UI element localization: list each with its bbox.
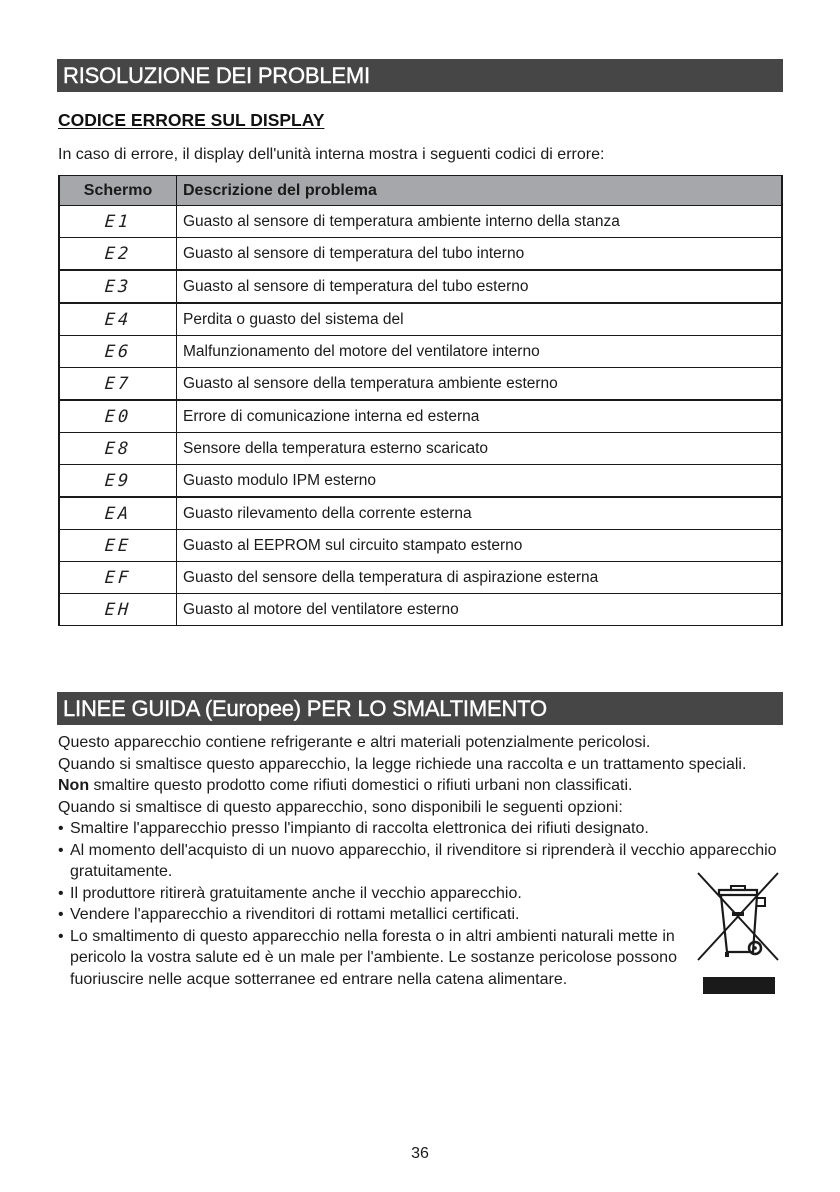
- table-row: [59, 238, 782, 271]
- disposal-paragraph: Quando si smaltisce questo apparecchio, la legge richiede una raccolta e un trattamento speciali.: [58, 755, 747, 773]
- column-header-screen: Schermo: [59, 176, 177, 206]
- table-row: [59, 562, 782, 594]
- error-code: E8: [58, 433, 178, 465]
- table-row: [59, 400, 782, 433]
- list-item: • Lo smaltimento di questo apparecchio nella foresta o in altri ambienti naturali mette in pericolo la vostra salute ed è un male per l'ambiente. Le sostanze pericolose possono fuoriuscire nelle acque sotterranee ed entrare nella catena alimentare.: [58, 926, 685, 991]
- error-code-intro: In caso di errore, il display dell'unità interna mostra i seguenti codici di errore:: [58, 146, 605, 163]
- table-row: [59, 206, 782, 238]
- error-description: Guasto al motore del ventilatore esterno: [177, 594, 783, 626]
- error-description: Sensore della temperatura esterno scaricato: [177, 433, 783, 465]
- disposal-body: [58, 732, 788, 990]
- error-code: EE: [58, 530, 178, 562]
- troubleshooting-section-title: RISOLUZIONE DEI PROBLEMI: [57, 59, 783, 92]
- error-code: E1: [58, 206, 178, 238]
- list-item: • Smaltire l'apparecchio presso l'impianto di raccolta elettronica dei rifiuti designato.: [58, 818, 788, 840]
- error-description: Guasto al EEPROM sul circuito stampato esterno: [177, 530, 783, 562]
- error-code: EA: [58, 497, 178, 530]
- table-row: [59, 303, 782, 336]
- error-code: E2: [58, 238, 178, 271]
- error-description: Guasto del sensore della temperatura di aspirazione esterna: [177, 562, 783, 594]
- error-description: Guasto rilevamento della corrente esterna: [177, 497, 783, 530]
- list-item: • Vendere l'apparecchio a rivenditori di rottami metallici certificati.: [58, 904, 788, 926]
- error-code-subheading: CODICE ERRORE SUL DISPLAY: [58, 110, 325, 130]
- list-item: • Il produttore ritirerà gratuitamente anche il vecchio apparecchio.: [58, 883, 788, 905]
- table-row: [59, 270, 782, 303]
- weee-underline-bar: [703, 977, 775, 994]
- column-header-description: Descrizione del problema: [177, 176, 783, 206]
- error-description: Guasto modulo IPM esterno: [177, 465, 783, 498]
- error-code: E7: [58, 368, 178, 401]
- error-description: Guasto al sensore di temperatura del tubo interno: [177, 238, 783, 271]
- emphasis-non: Non: [58, 777, 90, 794]
- error-description: Guasto al sensore di temperatura ambiente interno della stanza: [177, 206, 783, 238]
- error-code: E0: [58, 400, 178, 433]
- table-row: [59, 368, 782, 401]
- disposal-paragraph: Non smaltire questo prodotto come rifiuti domestici o rifiuti urbani non classificati.: [58, 777, 633, 794]
- disposal-paragraph: Questo apparecchio contiene refrigerante e altri materiali potenzialmente pericolosi.: [58, 734, 651, 751]
- error-code-table: [58, 175, 783, 626]
- error-code: E3: [58, 270, 178, 303]
- table-row: [59, 497, 782, 530]
- table-row: [59, 465, 782, 498]
- error-code: E9: [58, 465, 178, 498]
- page-number: 36: [411, 1145, 429, 1162]
- table-row: [59, 336, 782, 368]
- error-code: E6: [58, 336, 178, 368]
- disposal-options-list: [58, 818, 788, 990]
- table-row: [59, 530, 782, 562]
- error-description: Guasto al sensore di temperatura del tubo esterno: [177, 270, 783, 303]
- table-header-row: [59, 176, 782, 206]
- error-description: Malfunzionamento del motore del ventilatore interno: [177, 336, 783, 368]
- table-row: [59, 433, 782, 465]
- error-description: Perdita o guasto del sistema del: [177, 303, 783, 336]
- table-row: [59, 594, 782, 626]
- error-code: EF: [58, 562, 178, 594]
- error-description: Errore di comunicazione interna ed esterna: [177, 400, 783, 433]
- error-code: E4: [58, 303, 178, 336]
- list-item: • Al momento dell'acquisto di un nuovo apparecchio, il rivenditore si riprenderà il vecchio apparecchio gratuitamente.: [58, 840, 788, 883]
- error-description: Guasto al sensore della temperatura ambiente esterno: [177, 368, 783, 401]
- error-code: EH: [58, 594, 178, 626]
- disposal-section-title: LINEE GUIDA (Europee) PER LO SMALTIMENTO: [57, 692, 783, 725]
- disposal-paragraph: Quando si smaltisce di questo apparecchio, sono disponibili le seguenti opzioni:: [58, 798, 623, 816]
